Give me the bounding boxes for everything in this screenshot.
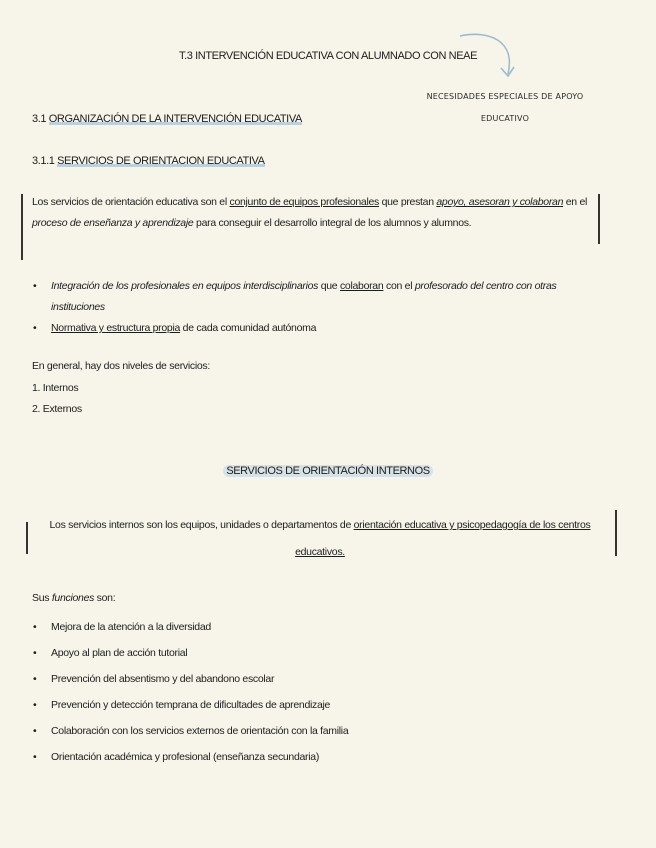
- intro-text: que prestan: [378, 196, 437, 208]
- intro-underlined-italic: apoyo, asesoran y colaboran: [436, 196, 564, 208]
- internal-paragraph: [32, 512, 608, 566]
- list-item: • Orientación académica y profesional (enseñanza secundaria): [32, 744, 348, 770]
- bullet-list: [32, 276, 602, 339]
- list-item: [32, 276, 602, 318]
- list-item: • Prevención y detección temprana de dificultades de aprendizaje: [32, 692, 348, 718]
- section-number: 3.1: [32, 113, 49, 125]
- list-item: • Prevención del absentismo y del abandono escolar: [32, 666, 348, 692]
- right-margin-bar: [615, 510, 617, 556]
- section-title: ORGANIZACIÓN DE LA INTERVENCIÓN EDUCATIVA: [48, 113, 302, 125]
- bullet-text: que: [318, 280, 340, 292]
- list-item: • Colaboración con los servicios externos de orientación con la familia: [32, 718, 348, 744]
- page-title: T.3 INTERVENCIÓN EDUCATIVA CON ALUMNADO CON NEAE: [178, 50, 478, 62]
- subsection-heading: [32, 155, 265, 167]
- bullet-underlined: colaboran: [339, 280, 384, 292]
- functions-text: son:: [94, 592, 116, 604]
- functions-intro: [32, 592, 115, 604]
- margin-note: [420, 86, 590, 130]
- bullet-text: profesorado del centro con otras instituciones: [51, 280, 557, 313]
- curved-arrow-icon: [458, 30, 528, 86]
- internal-text: Los servicios internos son los equipos, unidades o departamentos de: [49, 519, 354, 531]
- list-item: 1. Internos: [32, 382, 79, 394]
- internal-underlined: orientación educativa y psicopedagogía de los centros educativos.: [295, 519, 591, 558]
- internal-heading: [0, 465, 656, 477]
- list-item: • Apoyo al plan de acción tutorial: [32, 640, 348, 666]
- subsection-number: 3.1.1: [32, 155, 58, 167]
- list-item: • Mejora de la atención a la diversidad: [32, 614, 348, 640]
- levels-intro: En general, hay dos niveles de servicios:: [32, 360, 210, 372]
- subsection-title: SERVICIOS DE ORIENTACION EDUCATIVA: [57, 155, 265, 167]
- functions-text: Sus: [32, 592, 52, 604]
- note-line-1: NECESIDADES ESPECIALES DE APOYO: [426, 92, 584, 101]
- list-item: [32, 318, 602, 339]
- intro-paragraph: [32, 192, 600, 234]
- intro-italic: proceso de enseñanza y aprendizaje: [32, 217, 194, 229]
- intro-text: Los servicios de orientación educativa son el: [32, 196, 230, 208]
- left-margin-bar: [26, 522, 28, 554]
- internal-heading-text: SERVICIOS DE ORIENTACIÓN INTERNOS: [223, 465, 432, 477]
- bullet-text: con el: [383, 280, 415, 292]
- section-heading: [32, 113, 302, 125]
- functions-italic: funciones: [51, 592, 95, 604]
- intro-underlined: conjunto de equipos profesionales: [229, 196, 379, 208]
- bullet-text: Integración de los profesionales en equipos interdisciplinarios: [51, 280, 319, 292]
- left-margin-bar: [21, 194, 23, 260]
- functions-list: [32, 614, 348, 770]
- intro-text: para conseguir el desarrollo integral de los alumnos y alumnos.: [193, 217, 472, 229]
- levels-list: [32, 378, 82, 420]
- intro-text: en el: [563, 196, 588, 208]
- bullet-text: de cada comunidad autónoma: [180, 322, 317, 334]
- bullet-underlined: Normativa y estructura propia: [51, 322, 181, 334]
- note-line-2: EDUCATIVO: [480, 114, 530, 123]
- list-item: 2. Externos: [32, 403, 82, 415]
